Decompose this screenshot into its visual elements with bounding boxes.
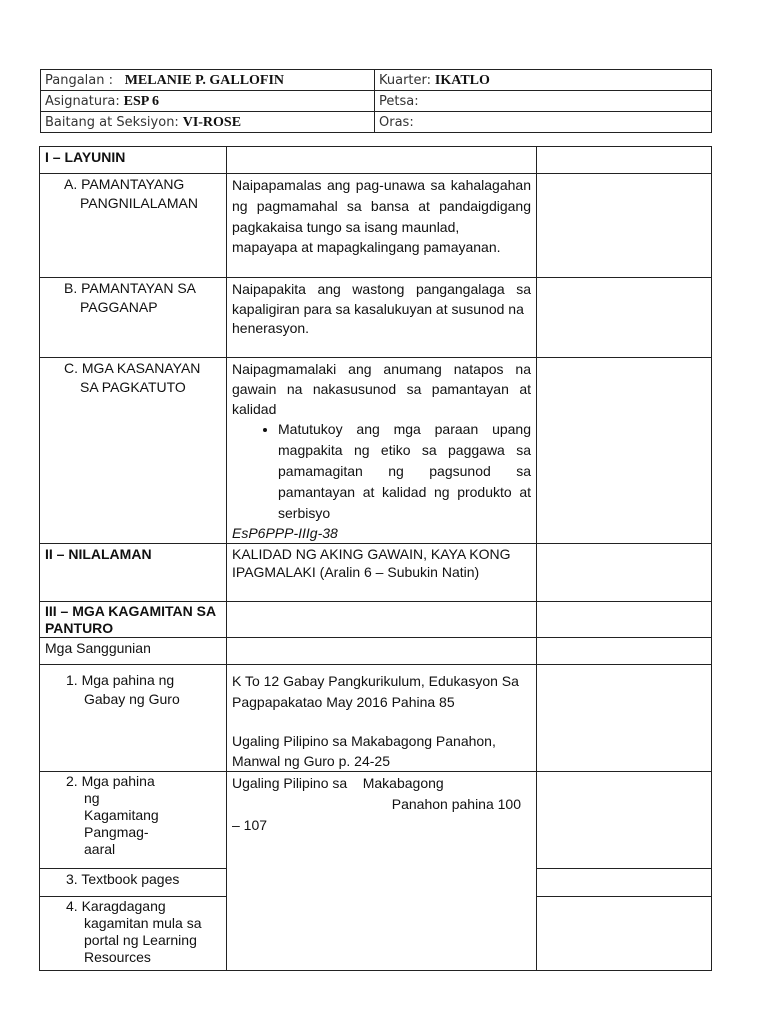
kuarter-value: IKATLO: [434, 73, 490, 88]
pamantayang-pangnilalaman-label: A. PAMANTAYANG PANGNILALAMAN: [40, 174, 227, 278]
baitang-value: VI-ROSE: [182, 115, 242, 130]
pamantayan-sa-pagganap-text: Naipapakita ang wastong pangangalaga sa kapaligiran para sa kasalukuyan at susunod na henerasyon.: [227, 278, 537, 358]
pamantayan-sa-pagganap-label: B. PAMANTAYAN SA PAGGANAP: [40, 278, 227, 358]
mga-kasanayan-label: C. MGA KASANAYAN SA PAGKATUTO: [40, 358, 227, 544]
row-nilalaman: [40, 544, 712, 602]
gabay-ng-guro-label: 1. Mga pahina ng Gabay ng Guro: [40, 665, 227, 772]
kasanayan-bullet-list: [232, 419, 531, 524]
pangalan-value: MELANIE P. GALLOFIN: [124, 73, 285, 88]
header-info-table: [40, 69, 712, 133]
header-row-asignatura: [41, 91, 712, 112]
kagamitang-pangmag-aaral-label: 2. Mga pahina ng Kagamitang Pangmag- aaral: [40, 772, 227, 869]
header-row-baitang: [41, 112, 712, 133]
gabay-ng-guro-text: K To 12 Gabay Pangkurikulum, Edukasyon Sa Pagpapakatao May 2016 Pahina 85 Ugaling Pilipino sa Makabagong Panahon, Manwal ng Guro p. 24-25: [227, 665, 537, 772]
pangalan-label: Pangalan :: [45, 73, 114, 88]
baitang-label: Baitang at Seksiyon:: [45, 115, 179, 130]
baitang-cell: [41, 112, 375, 133]
nilalaman-text: KALIDAD NG AKING GAWAIN, KAYA KONG IPAGMALAKI (Aralin 6 – Subukin Natin): [227, 544, 537, 602]
textbook-pages-label: 3. Textbook pages: [40, 869, 227, 897]
row-mga-kasanayan: [40, 358, 712, 544]
mga-kasanayan-text: Naipagmamalaki ang anumang natapos na gawain na nakasusunod sa pamantayan at kalidad • Matutukoy ang mga paraan upang magpakita ng etiko sa paggawa sa pamamagitan ng pagsunod sa pamantayan at kalidad ng produkto at serbisyo EsP6PPP-IIIg-38: [227, 358, 537, 544]
layunin-title: I – LAYUNIN: [40, 147, 227, 174]
row-layunin: [40, 147, 712, 174]
asignatura-value: ESP 6: [123, 94, 160, 109]
pamantayang-pangnilalaman-text: Naipapamalas ang pag-unawa sa kahalagahan ng pagmamahal sa bansa at pandaigdigang pagkakaisa tungo sa isang maunlad, mapayapa at mapagkalingang pamayanan.: [227, 174, 537, 278]
oras-cell: [375, 112, 712, 133]
petsa-cell: [375, 91, 712, 112]
kagamitan-title: III – MGA KAGAMITAN SA PANTURO: [40, 602, 227, 638]
header-row-pangalan: [41, 70, 712, 91]
nilalaman-title: II – NILALAMAN: [40, 544, 227, 602]
karagdagang-kagamitan-label: 4. Karagdagang kagamitan mula sa portal ng Learning Resources: [40, 897, 227, 971]
asignatura-label: Asignatura:: [45, 94, 120, 109]
asignatura-cell: [41, 91, 375, 112]
competency-code: EsP6PPP-IIIg-38: [232, 525, 338, 541]
row-kagamitan: [40, 602, 712, 638]
kasanayan-bullet: • Matutukoy ang mga paraan upang magpakita ng etiko sa paggawa sa pamamagitan ng pagsunod sa pamantayan at kalidad ng produkto at serbisyo: [278, 419, 531, 524]
kuarter-cell: [375, 70, 712, 91]
kagamitang-pangmag-aaral-text: Ugaling Pilipino sa Makabagong Panahon pahina 100 – 107: [227, 772, 537, 971]
pangalan-cell: [41, 70, 375, 91]
petsa-label: Petsa:: [379, 94, 419, 109]
sanggunian-label: Mga Sanggunian: [40, 638, 227, 665]
row-pamantayang-pangnilalaman: [40, 174, 712, 278]
oras-label: Oras:: [379, 115, 414, 130]
row-kagamitang-pangmag-aaral: [40, 772, 712, 869]
row-gabay-ng-guro: [40, 665, 712, 772]
row-pamantayan-sa-pagganap: [40, 278, 712, 358]
kuarter-label: Kuarter:: [379, 73, 432, 88]
lesson-plan-table: [39, 146, 712, 971]
row-sanggunian: [40, 638, 712, 665]
